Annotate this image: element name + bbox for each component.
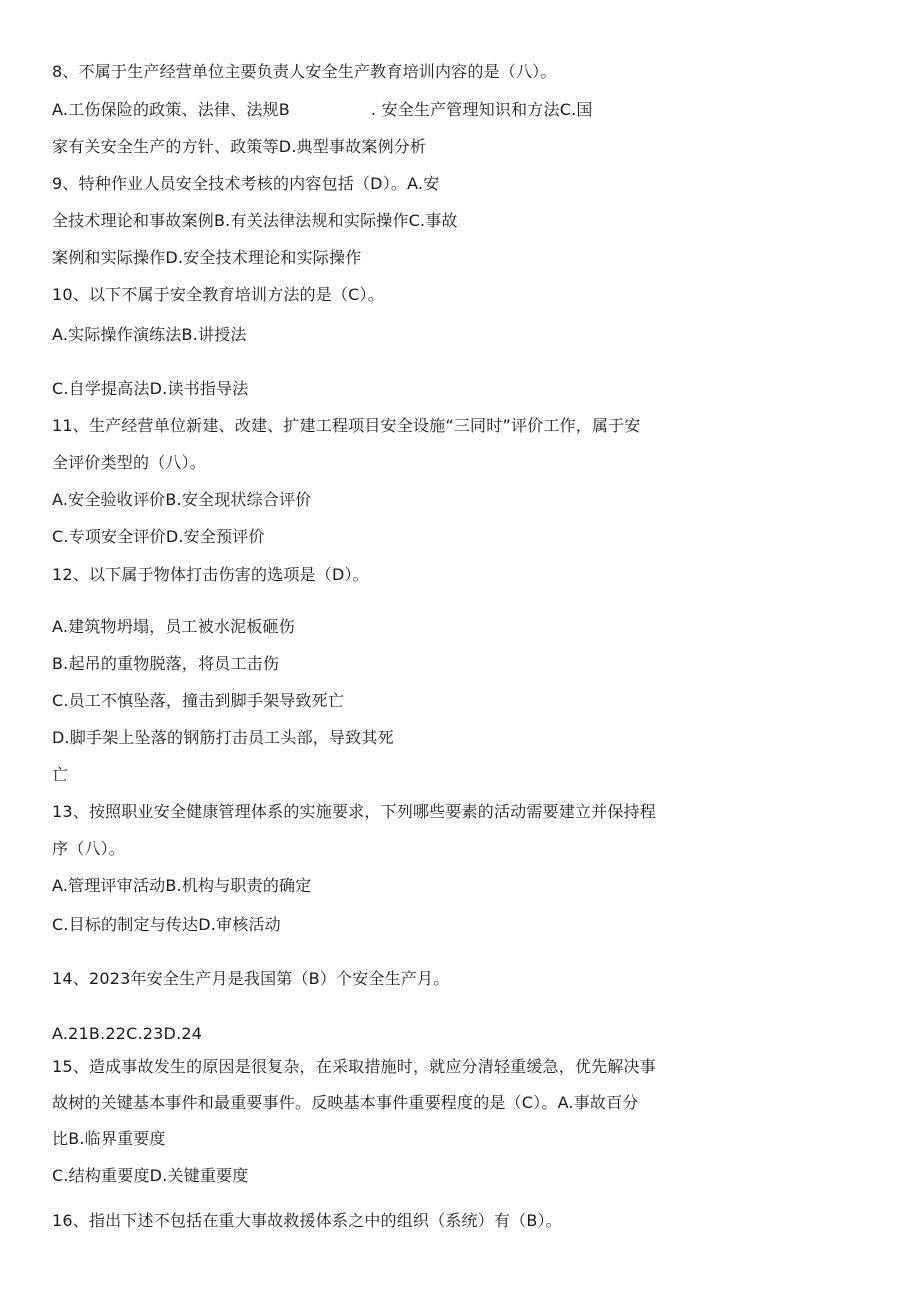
question-12-option-d-line-2: 亡 [52, 765, 69, 784]
question-8-stem: 8、不属于生产经营单位主要负责人安全生产教育培训内容的是（八）。 [52, 62, 557, 81]
question-13-stem-line-1: 13、按照职业安全健康管理体系的实施要求，下列哪些要素的活动需要建立并保持程 [52, 802, 656, 821]
question-9-options-line-1: 全技术理论和事故案例B.有关法律法规和实际操作C.事故 [52, 211, 458, 230]
question-8-options-line-1: A.工伤保险的政策、法律、法规B . 安全生产管理知识和方法C.国 [52, 100, 593, 119]
question-11-options-ab: A.安全验收评价B.安全现状综合评价 [52, 490, 312, 509]
question-13-stem-line-2: 序（八）。 [52, 839, 126, 858]
question-10-stem: 10、以下不属于安全教育培训方法的是（C）。 [52, 285, 384, 304]
question-13-options-cd: C.目标的制定与传达D.审核活动 [52, 915, 281, 934]
question-14-options: A.21B.22C.23D.24 [52, 1024, 203, 1043]
question-15-stem-line-2: 故树的关键基本事件和最重要事件。反映基本事件重要程度的是（C）。A.事故百分 [52, 1093, 639, 1112]
question-13-options-ab: A.管理评审活动B.机构与职责的确定 [52, 876, 312, 895]
question-11-stem-line-1: 11、生产经营单位新建、改建、扩建工程项目安全设施“三同时”评价工作，属于安 [52, 416, 641, 435]
question-12-option-d-line-1: D.脚手架上坠落的钢筋打击员工头部，导致其死 [52, 728, 394, 747]
question-12-option-c: C.员工不慎坠落，撞击到脚手架导致死亡 [52, 691, 345, 710]
question-10-options-cd: C.自学提高法D.读书指导法 [52, 379, 249, 398]
question-12-option-a: A.建筑物坍塌，员工被水泥板砸伤 [52, 617, 295, 636]
question-15-stem-line-3: 比B.临界重要度 [52, 1129, 166, 1148]
question-9-stem: 9、特种作业人员安全技术考核的内容包括（D）。A.安 [52, 174, 440, 193]
question-9-options-line-2: 案例和实际操作D.安全技术理论和实际操作 [52, 248, 362, 267]
question-16-stem: 16、指出下述不包括在重大事故救援体系之中的组织（系统）有（B）。 [52, 1211, 562, 1230]
question-12-stem: 12、以下属于物体打击伤害的选项是（D）。 [52, 565, 369, 584]
question-14-stem: 14、2023年安全生产月是我国第（B）个安全生产月。 [52, 969, 450, 988]
question-15-stem-line-1: 15、造成事故发生的原因是很复杂，在采取措施时，就应分清轻重缓急，优先解决事 [52, 1057, 656, 1076]
question-15-options-cd: C.结构重要度D.关键重要度 [52, 1166, 249, 1185]
question-8-options-line-2: 家有关安全生产的方针、政策等D.典型事故案例分析 [52, 137, 427, 156]
question-11-options-cd: C.专项安全评价D.安全预评价 [52, 527, 265, 546]
question-12-option-b: B.起吊的重物脱落，将员工击伤 [52, 654, 280, 673]
question-11-stem-line-2: 全评价类型的（八）。 [52, 453, 207, 472]
question-10-options-ab: A.实际操作演练法B.讲授法 [52, 325, 247, 344]
